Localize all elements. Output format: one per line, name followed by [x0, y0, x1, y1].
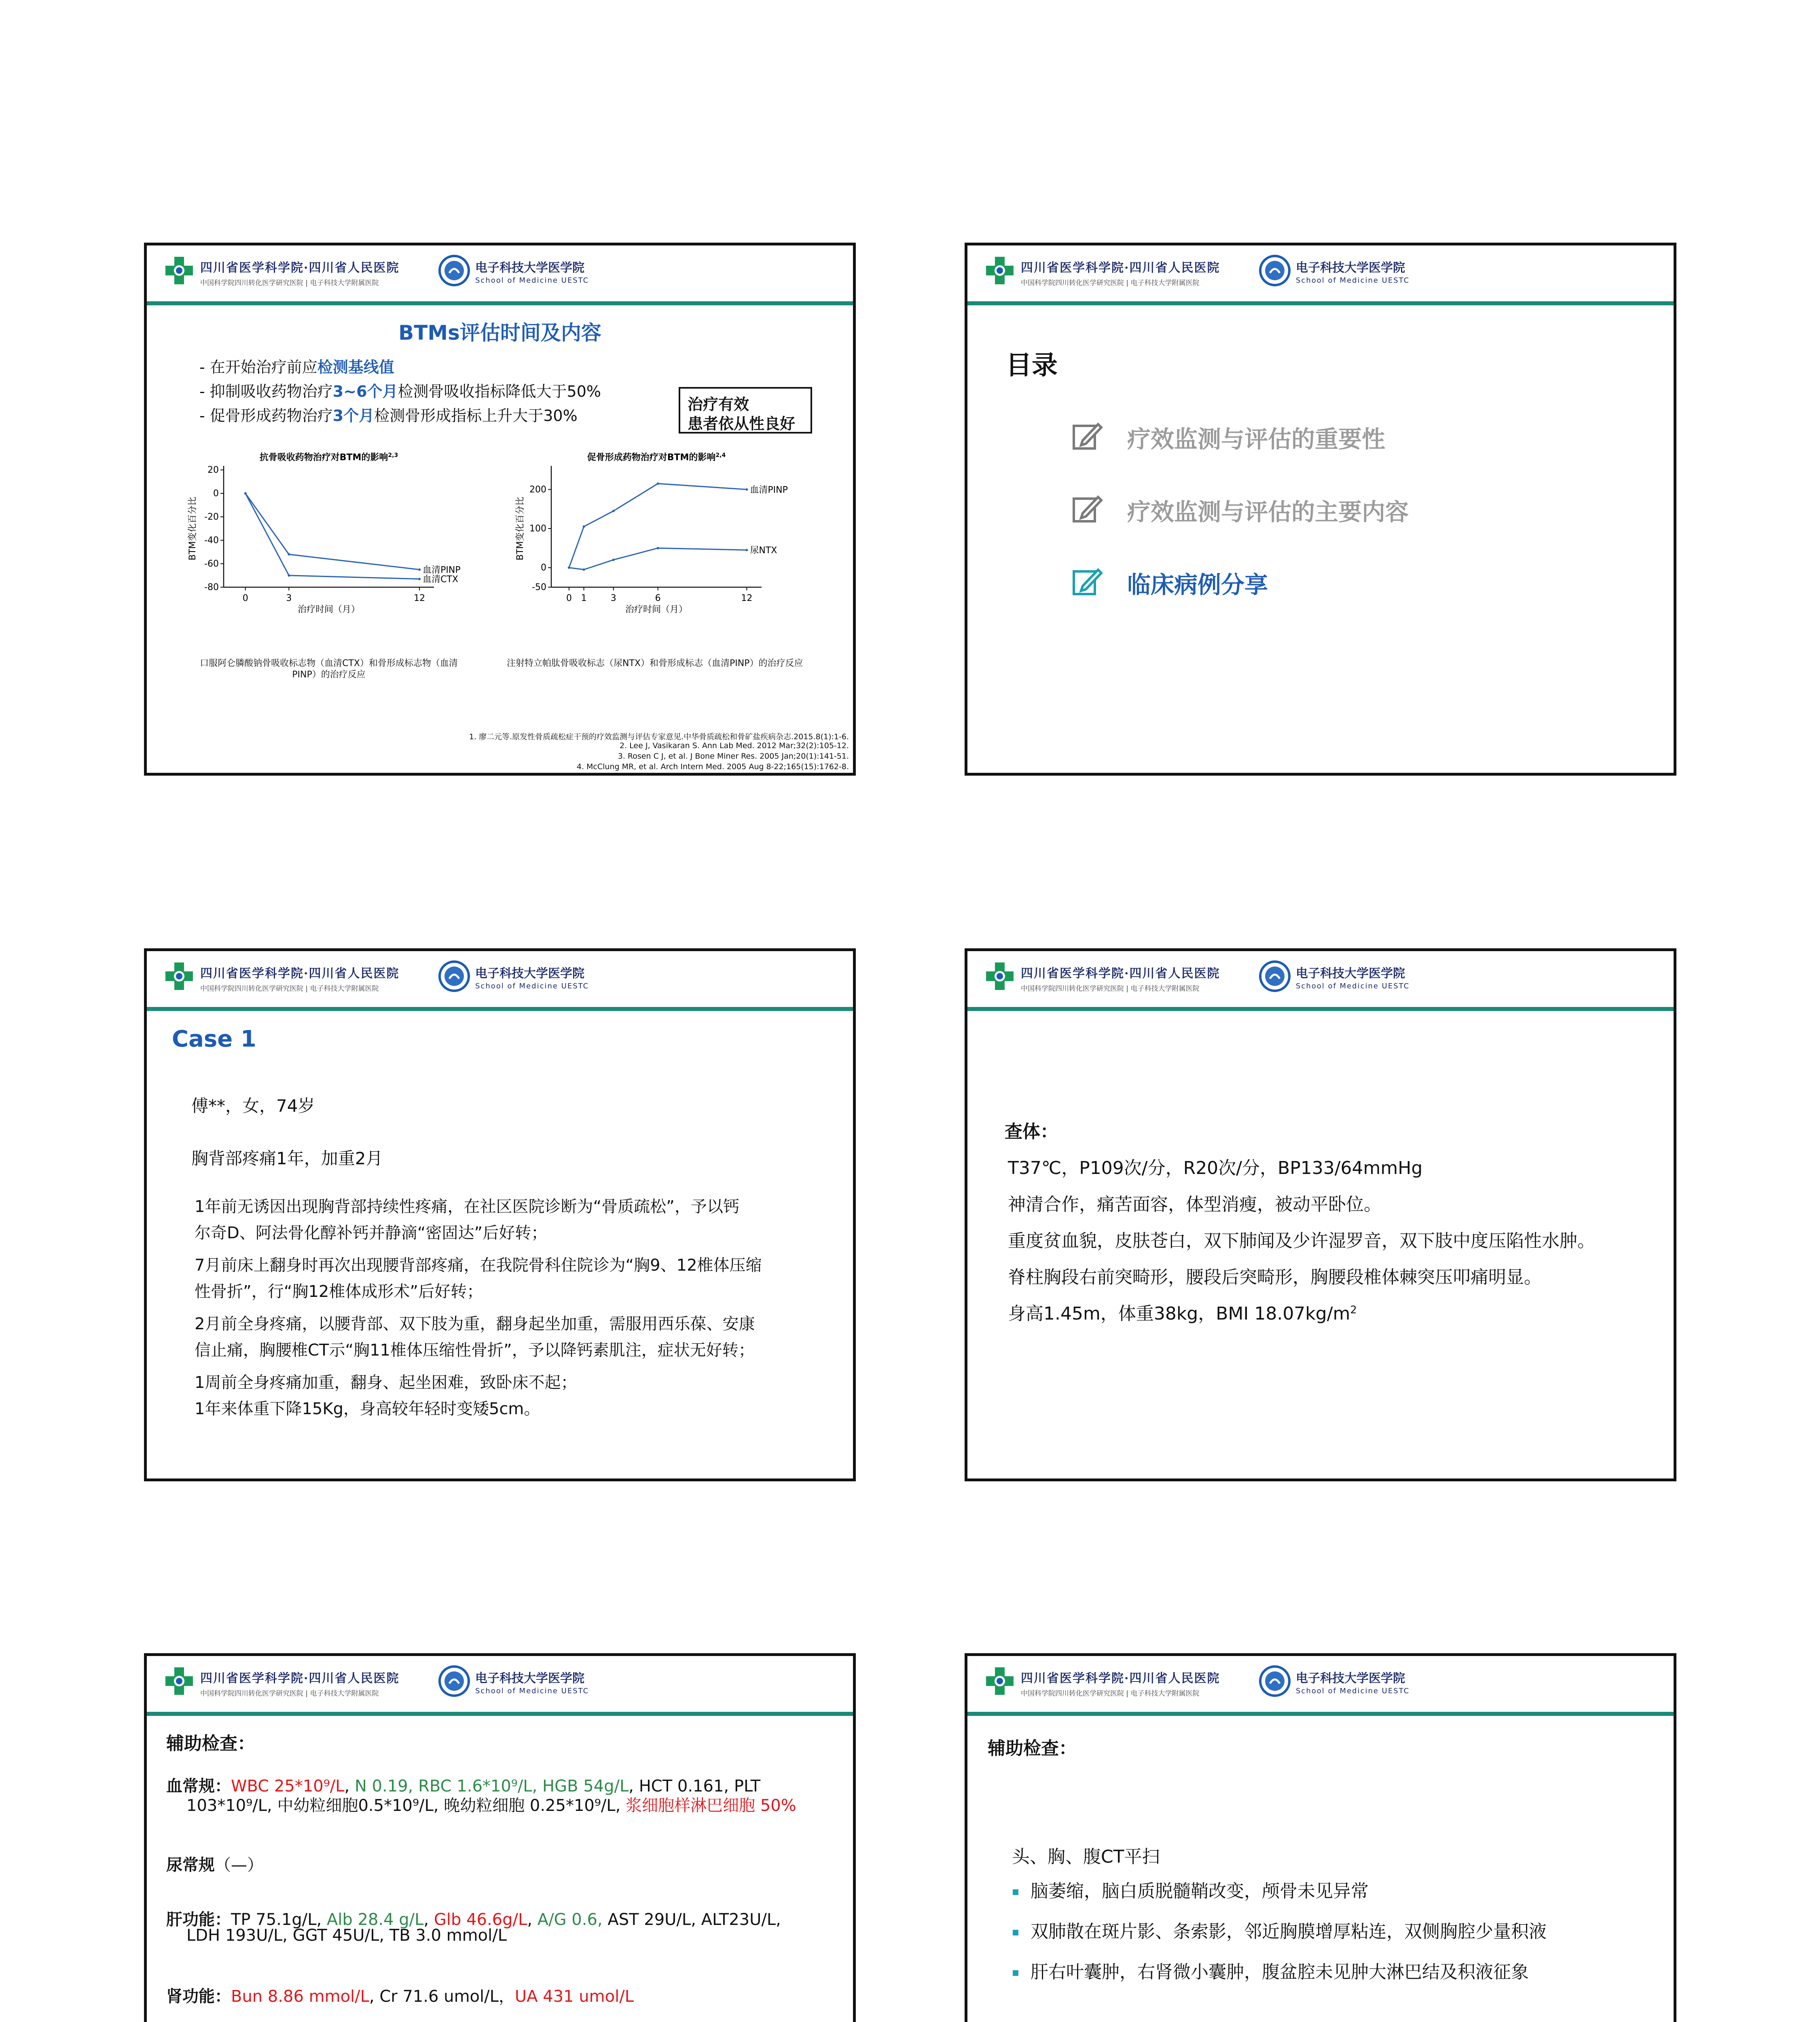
slide-header	[967, 1656, 1674, 1717]
y-axis-label: BTM变化百分比	[188, 497, 198, 560]
value-span: ,	[423, 1910, 434, 1929]
edit-pencil-icon	[1071, 492, 1103, 525]
imaging-finding-text: 双肺散在斑片影、条索影，邻近胸膜增厚粘连，双侧胸腔少量积液	[1031, 1921, 1547, 1942]
series-label: 尿NTX	[750, 546, 777, 556]
case-line: 1周前全身疼痛加重，翻身、起坐困难，致卧床不起；	[195, 1373, 577, 1392]
blood-line-2	[186, 1793, 796, 1816]
imaging-title: 辅助检查：	[988, 1738, 1077, 1759]
exam-line-text: 身高1.45m，体重38kg，BMI 18.07kg/m	[1008, 1303, 1350, 1324]
reference-item: 2. Lee J, Vasikaran S. Ann Lab Med. 2012 Mar;32(2):105-12.	[620, 741, 849, 750]
uestc-name: 电子科技大学医学院	[1296, 1671, 1405, 1686]
series-point-1	[568, 567, 570, 569]
uestc-seal-icon	[1259, 960, 1291, 992]
exam-title: 查体：	[1005, 1121, 1058, 1142]
slide-toc	[965, 243, 1676, 776]
bullet-prefix: - 抑制吸收药物治疗	[199, 383, 333, 400]
hospital-cross-logo-icon	[984, 254, 1016, 287]
hospital-name: 四川省医学科学院·四川省人民医院	[200, 1671, 400, 1686]
uestc-name: 电子科技大学医学院	[475, 261, 584, 275]
reference-item: 1. 廖二元等.原发性骨质疏松症干预的疗效监测与评估专家意见.中华骨质疏松和骨矿盐疾病杂志.2015.8(1):1-6.	[469, 732, 849, 741]
uestc-subname: School of Medicine UESTC	[1296, 276, 1410, 285]
y-tick-label: 0	[213, 489, 219, 499]
x-tick-label: 6	[655, 593, 661, 603]
slide-lab-tests	[144, 1653, 856, 2022]
box-line-2: 患者依从性良好	[688, 415, 796, 433]
effect-box	[679, 387, 812, 434]
chart-caption-1: 口服阿仑膦酸钠骨吸收标志物（血清CTX）和骨形成标志物（血清PINP）的治疗反应	[200, 658, 458, 680]
value-span: Bun 8.86 mmol/L	[231, 1987, 369, 2006]
hospital-cross-logo-icon	[984, 1665, 1016, 1697]
case-line: 性骨折”，行“胸12椎体成形术”后好转；	[195, 1282, 483, 1301]
value-span: A/G 0.6,	[537, 1910, 603, 1929]
value-span: Alb 28.4 g/L	[326, 1910, 424, 1929]
hospital-subname: 中国科学院四川转化医学研究医院 | 电子科技大学附属医院	[1021, 279, 1200, 287]
bullet-item	[199, 355, 394, 377]
hospital-cross-logo-icon	[163, 1665, 195, 1697]
case-line: 尔奇D、阿法骨化醇补钙并静滴“密固达”后好转；	[195, 1224, 548, 1242]
bullet-prefix: - 在开始治疗前应	[199, 358, 317, 376]
imaging-bullet	[1013, 1917, 1547, 1943]
chart-anabolic	[503, 448, 818, 618]
y-tick-label: -60	[204, 559, 219, 569]
hospital-subname: 中国科学院四川转化医学研究医院 | 电子科技大学附属医院	[200, 279, 379, 287]
uestc-seal-icon	[438, 1665, 470, 1697]
case-line: 7月前床上翻身时再次出现腰背部疼痛，在我院骨科住院诊为“胸9、12椎体压缩	[195, 1256, 762, 1275]
case-line: 1年来体重下降15Kg，身高较年轻时变矮5cm。	[195, 1400, 540, 1418]
series-point-1	[583, 569, 585, 571]
exam-line	[1008, 1153, 1422, 1179]
chart-title: 抗骨吸收药物治疗对BTM的影响$^{2,3}$	[259, 452, 398, 463]
exam-line	[1008, 1190, 1382, 1216]
uestc-name: 电子科技大学医学院	[1296, 967, 1405, 981]
bullet-square-icon	[1013, 1970, 1018, 1976]
case-line: 傅**，女，74岁	[191, 1096, 315, 1116]
slide-header	[147, 245, 853, 306]
uestc-subname: School of Medicine UESTC	[1296, 982, 1410, 990]
kidney-line	[166, 1984, 634, 2007]
uestc-seal-icon	[438, 960, 470, 992]
series-point-0	[583, 525, 585, 528]
imaging-bullet	[1013, 1876, 1369, 1902]
series-point-0	[418, 569, 421, 571]
uestc-seal-icon	[1259, 1665, 1291, 1697]
blood-label: 血常规：	[166, 1777, 231, 1796]
uestc-name: 电子科技大学医学院	[475, 967, 584, 981]
series-point-0	[288, 553, 290, 556]
value-span: , HCT 0.161, PLT	[629, 1777, 761, 1796]
exam-line-text: T37℃，P109次/分，R20次/分，BP133/64mmHg	[1008, 1158, 1423, 1178]
uestc-seal-icon	[1259, 254, 1291, 287]
hospital-subname: 中国科学院四川转化医学研究医院 | 电子科技大学附属医院	[200, 985, 379, 993]
liver-label: 肝功能：	[166, 1910, 231, 1929]
slide-btms	[144, 243, 856, 776]
series-point-1	[657, 547, 659, 549]
uestc-subname: School of Medicine UESTC	[475, 276, 589, 285]
imaging-finding-text: 脑萎缩，脑白质脱髓鞘改变，颅骨未见异常	[1031, 1881, 1369, 1901]
hospital-name: 四川省医学科学院·四川省人民医院	[200, 967, 400, 981]
uestc-seal-icon	[438, 254, 470, 287]
slide-header	[147, 1656, 853, 1717]
bullet-prefix: - 促骨形成药物治疗	[199, 407, 333, 425]
hospital-name: 四川省医学科学院·四川省人民医院	[1021, 261, 1220, 275]
value-span: 浆细胞样淋巴细胞 50%	[626, 1796, 796, 1815]
case-title: Case 1	[172, 1026, 256, 1052]
header-divider	[147, 1007, 853, 1011]
hospital-subname: 中国科学院四川转化医学研究医院 | 电子科技大学附属医院	[1021, 1690, 1200, 1698]
edit-pencil-icon	[1071, 419, 1103, 452]
value-span: Glb 46.6g/L	[434, 1910, 527, 1929]
bullet-highlight: 检测基线值	[317, 358, 394, 376]
hospital-subname: 中国科学院四川转化医学研究医院 | 电子科技大学附属医院	[200, 1690, 379, 1698]
x-tick-label: 0	[242, 593, 248, 603]
box-line-1: 治疗有效	[688, 396, 749, 413]
bullet-square-icon	[1013, 1889, 1018, 1895]
exam-line	[1008, 1226, 1595, 1252]
toc-item-1: 疗效监测与评估的重要性	[1127, 425, 1386, 453]
series-label: 血清CTX	[423, 574, 459, 585]
x-tick-label: 3	[286, 593, 292, 603]
imaging-subtitle: 头、胸、腹CT平扫	[1012, 1846, 1160, 1867]
bullet-highlight: 3~6个月	[332, 383, 398, 400]
series-label: 血清PINP	[750, 485, 788, 495]
hospital-cross-logo-icon	[984, 960, 1016, 992]
bullet-item	[199, 403, 578, 425]
value-span: UA 431 umol/L	[514, 1987, 634, 2006]
series-point-1	[288, 574, 290, 577]
series-label: 血清PINP	[423, 565, 461, 575]
urine-value: （—）	[215, 1856, 263, 1874]
reference-item: 4. McClung MR, et al. Arch Intern Med. 2005 Aug 8-22;165(15):1762-8.	[576, 762, 849, 771]
series-line-1	[569, 548, 747, 569]
y-tick-label: -80	[204, 582, 219, 592]
hospital-cross-logo-icon	[163, 960, 195, 992]
hospital-name: 四川省医学科学院·四川省人民医院	[200, 261, 400, 275]
lab-title: 辅助检查：	[166, 1733, 255, 1754]
x-tick-label: 1	[581, 593, 587, 603]
y-tick-label: 20	[207, 465, 219, 475]
reference-item: 3. Rosen C J, et al. J Bone Miner Res. 2005 Jan;20(1):141-51.	[618, 752, 849, 761]
hospital-cross-logo-icon	[163, 254, 195, 287]
hospital-name: 四川省医学科学院·四川省人民医院	[1021, 967, 1220, 981]
toc-item-3: 临床病例分享	[1127, 571, 1268, 599]
bullet-item	[199, 379, 601, 401]
uestc-subname: School of Medicine UESTC	[475, 982, 589, 990]
series-line-0	[569, 484, 747, 568]
y-tick-label: -50	[532, 582, 546, 592]
liver-line-2	[186, 1926, 507, 1945]
case-line: 信止痛，胸腰椎CT示“胸11椎体压缩性骨折”，予以降钙素肌注，症状无好转；	[195, 1341, 755, 1360]
value-span: TP 75.1g/L,	[231, 1910, 327, 1929]
exam-line	[1008, 1263, 1542, 1288]
value-span: , Cr 71.6 umol/L，	[369, 1987, 515, 2006]
x-tick-label: 0	[566, 593, 572, 603]
toc-title: 目录	[1006, 351, 1058, 381]
exam-line	[1008, 1299, 1357, 1325]
x-axis-label: 治疗时间（月）	[625, 605, 688, 615]
series-point-0	[612, 510, 615, 512]
series-point-1	[612, 558, 615, 561]
uestc-name: 电子科技大学医学院	[475, 1671, 584, 1686]
hospital-subname: 中国科学院四川转化医学研究医院 | 电子科技大学附属医院	[1021, 985, 1200, 993]
value-span: ,	[344, 1777, 355, 1796]
value-span: ,	[527, 1910, 538, 1929]
imaging-finding-text: 肝右叶囊肿，右肾微小囊肿，腹盆腔未见肿大淋巴结及积液征象	[1031, 1962, 1529, 1982]
header-divider	[147, 1712, 853, 1716]
bullet-suffix: 检测骨吸收指标降低大于50%	[398, 383, 601, 400]
bullet-highlight: 3个月	[332, 407, 375, 425]
header-divider	[147, 301, 853, 305]
value-span: AST 29U/L, ALT23U/L,	[602, 1910, 781, 1929]
urine-label: 尿常规	[166, 1856, 215, 1874]
x-tick-label: 12	[741, 593, 753, 603]
urine-line	[166, 1852, 263, 1875]
series-point-1	[244, 492, 247, 495]
y-axis-label: BTM变化百分比	[515, 497, 525, 560]
hospital-name: 四川省医学科学院·四川省人民医院	[1021, 1671, 1220, 1686]
case-line: 1年前无诱因出现胸背部持续性疼痛，在社区医院诊断为“骨质疏松”，予以钙	[195, 1197, 739, 1216]
bmi-unit-sup: 2	[1350, 1304, 1357, 1316]
toc-item-2: 疗效监测与评估的主要内容	[1127, 498, 1409, 526]
header-divider	[967, 1712, 1674, 1716]
series-line-0	[245, 493, 419, 570]
uestc-subname: School of Medicine UESTC	[1296, 1687, 1410, 1695]
series-point-0	[657, 482, 659, 485]
chart-title-sup: 2,4	[715, 452, 726, 459]
x-axis-label: 治疗时间（月）	[297, 605, 360, 615]
edit-pencil-icon	[1071, 565, 1103, 597]
uestc-subname: School of Medicine UESTC	[475, 1687, 589, 1695]
y-tick-label: 0	[541, 563, 546, 573]
chart-title: 促骨形成药物治疗对BTM的影响$^{2,4}$	[587, 452, 726, 463]
case-line: 胸背部疼痛1年，加重2月	[191, 1148, 383, 1168]
chart-anti-resorptive	[171, 448, 478, 618]
value-span: N 0.19, RBC 1.6*10⁹/L, HGB 54g/L	[354, 1777, 629, 1796]
slide-header	[967, 951, 1674, 1012]
series-point-1	[418, 578, 421, 580]
series-point-0	[745, 488, 748, 491]
series-point-1	[745, 549, 748, 551]
slide-imaging	[965, 1653, 1676, 2022]
bullet-suffix: 检测骨形成指标上升大于30%	[374, 407, 578, 425]
slide-physical-exam	[965, 948, 1676, 1481]
x-tick-label: 12	[414, 593, 425, 603]
chart-title-sup: 2,3	[388, 452, 398, 459]
header-divider	[967, 1007, 1674, 1011]
uestc-name: 电子科技大学医学院	[1296, 261, 1405, 275]
kidney-label: 肾功能：	[166, 1987, 231, 2006]
exam-line-text: 脊柱胸段右前突畸形，腰段后突畸形，胸腰段椎体棘突压叩痛明显。	[1008, 1267, 1542, 1288]
liver-values: LDH 193U/L, GGT 45U/L, TB 3.0 mmol/L	[186, 1926, 507, 1945]
exam-line-text: 重度贫血貌，皮肤苍白，双下肺闻及少许湿罗音，双下肢中度压陷性水肿。	[1008, 1231, 1595, 1251]
imaging-bullet	[1013, 1957, 1529, 1983]
x-tick-label: 3	[610, 593, 616, 603]
value-span: WBC 25*10⁹/L	[231, 1777, 345, 1796]
y-tick-label: -40	[204, 535, 219, 546]
chart-caption-2: 注射特立帕肽骨吸收标志（尿NTX）和骨形成标志（血清PINP）的治疗反应	[507, 658, 803, 668]
slide-header	[147, 951, 853, 1012]
case-line: 2月前全身疼痛，以腰背部、双下肢为重，翻身起坐加重，需服用西乐葆、安康	[195, 1315, 755, 1333]
slide-title: BTMs评估时间及内容	[398, 321, 601, 345]
y-tick-label: 100	[529, 524, 546, 534]
y-tick-label: 200	[529, 484, 546, 495]
slide-header	[967, 245, 1674, 306]
y-tick-label: -20	[204, 512, 219, 522]
bullet-square-icon	[1013, 1930, 1018, 1935]
exam-line-text: 神清合作，痛苦面容，体型消瘦，被动平卧位。	[1008, 1194, 1382, 1215]
value-span: 103*10⁹/L, 中幼粒细胞0.5*10⁹/L, 晚幼粒细胞 0.25*10⁹/L,	[186, 1796, 626, 1815]
header-divider	[967, 301, 1674, 305]
slide-case1	[144, 948, 856, 1481]
